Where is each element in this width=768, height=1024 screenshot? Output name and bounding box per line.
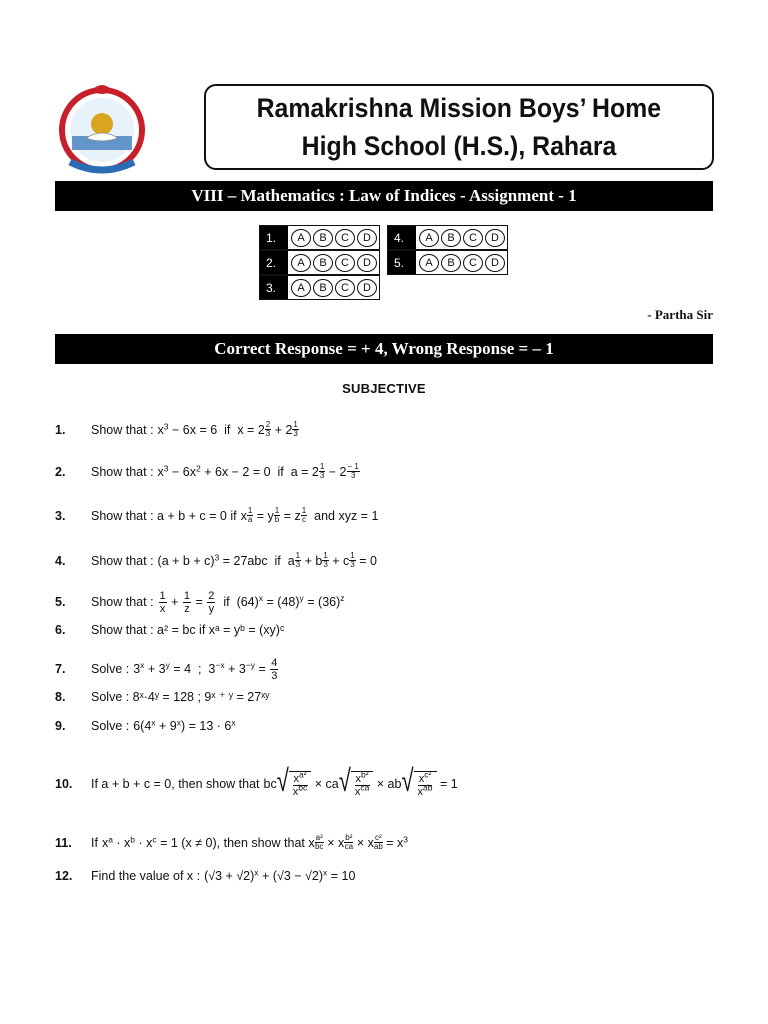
marking-scheme: Correct Response = + 4, Wrong Response = – 1 — [214, 339, 554, 358]
question-math: $3^x + 3^y = 4$ ; $3^{-x} + 3^{-y}$ = $\frac{4}{3}$ — [133, 657, 278, 683]
question-text: Show that : — [91, 423, 154, 438]
option-c-bubble[interactable]: C — [335, 254, 355, 272]
question-math: $(a + b + c)^3 = 27abc$ if a $\frac{1}{3}$ + b $\frac{1}{3}$ + c $\frac{1}{3}$ = 0 — [157, 551, 377, 569]
school-name-box — [204, 84, 714, 170]
question-math: bc √ $\frac{x^{a^2}}{x^{bc}}$ × ca √ $\frac{x^{b^2}}{x^{ca}}$ × ab √ $\frac{x^{c^2}}{x^{ab}}$ = 1 — [263, 762, 458, 799]
question-2 — [55, 463, 360, 480]
question-number: 2. — [55, 465, 66, 480]
question-number: 3. — [55, 509, 66, 524]
question-text: Solve : 8ˣ·4ʸ = 128 ; 9ˣ ⁺ ʸ = 27ˣʸ — [91, 690, 270, 704]
option-c-bubble[interactable]: C — [463, 229, 483, 247]
answer-row-2 — [259, 250, 380, 275]
answer-number: 3. — [260, 276, 288, 299]
option-b-bubble[interactable]: B — [441, 254, 461, 272]
option-d-bubble[interactable]: D — [357, 229, 377, 247]
school-logo — [52, 78, 152, 178]
question-math: $6(4^x + 9^x) = 13 \cdot 6^x$ — [133, 717, 236, 733]
question-text: Show that : a + b + c = 0 if — [91, 509, 237, 524]
assignment-title-bar — [55, 181, 713, 211]
option-b-bubble[interactable]: B — [313, 229, 333, 247]
question-number: 7. — [55, 661, 66, 676]
question-number: 8. — [55, 690, 66, 704]
question-number: 10. — [55, 776, 73, 791]
question-3 — [55, 507, 378, 524]
question-text: Solve : — [91, 661, 130, 676]
question-math: $(√3 + √2)^x + (√3 - √2)^x = 10$ — [204, 867, 356, 883]
option-a-bubble[interactable]: A — [291, 254, 311, 272]
question-text: Show that : — [91, 594, 154, 609]
option-b-bubble[interactable]: B — [313, 279, 333, 297]
option-d-bubble[interactable]: D — [357, 254, 377, 272]
answer-number: 4. — [388, 226, 416, 249]
option-d-bubble[interactable]: D — [485, 229, 505, 247]
question-number: 9. — [55, 719, 66, 733]
school-name-line-2: High School (H.S.), Rahara — [301, 131, 617, 161]
question-text: If a + b + c = 0, then show that — [91, 776, 260, 791]
question-5 — [55, 590, 345, 615]
option-a-bubble[interactable]: A — [419, 254, 439, 272]
question-math: $\frac{1}{x}$ + $\frac{1}{z}$ = $\frac{2}{y}$ if $(64)^x = (48)^y = (36)^z$ — [159, 590, 345, 616]
question-text: Show that : a² = bc if xᵃ = yᵇ = (xy)ᶜ — [91, 623, 285, 637]
question-7 — [55, 657, 279, 682]
author-credit: - Partha Sir — [647, 307, 713, 322]
answer-row-1 — [259, 225, 380, 250]
section-heading: SUBJECTIVE — [342, 381, 426, 396]
answer-row-4 — [387, 225, 508, 250]
question-number: 12. — [55, 869, 73, 883]
question-number: 5. — [55, 594, 66, 609]
question-text: Solve : — [91, 719, 130, 733]
answer-number: 5. — [388, 251, 416, 274]
question-text: Find the value of x : — [91, 869, 201, 883]
option-a-bubble[interactable]: A — [419, 229, 439, 247]
question-number: 11. — [55, 836, 72, 851]
question-math: x $\frac{1}{a}$ = y $\frac{1}{b}$ = z $\frac{1}{c}$ and xyz = 1 — [240, 506, 379, 524]
question-4 — [55, 552, 377, 569]
question-9 — [55, 719, 236, 733]
question-math: $x^3 - 6x = 6$ if x = 2 $\frac{2}{3}$ + 2 $\frac{1}{3}$ — [157, 420, 298, 438]
question-math: $x^a \cdot x^b \cdot x^c = 1$ (x ≠ 0), then show that x $\frac{\text{a²}}{bc}$ × x $\frac{\text{b²}}{ca}$ × x $\frac{\text{c²}}{ab}$ = $x^3$ — [101, 833, 409, 851]
question-math: $x^3 - 6x^2 + 6x - 2 = 0$ if a = 2 $\frac{1}{3}$ − 2 $\frac{- 1}{3}$ — [157, 462, 359, 480]
option-d-bubble[interactable]: D — [485, 254, 505, 272]
marking-scheme-bar — [55, 334, 713, 364]
question-text: Show that : — [91, 465, 154, 480]
question-10 — [55, 762, 458, 799]
question-8 — [55, 689, 269, 704]
question-number: 6. — [55, 623, 66, 637]
assignment-title: VIII – Mathematics : Law of Indices - Assignment - 1 — [191, 186, 577, 205]
answer-row-5 — [387, 250, 508, 275]
question-11 — [55, 834, 408, 851]
option-a-bubble[interactable]: A — [291, 279, 311, 297]
question-12 — [55, 869, 355, 883]
question-1 — [55, 421, 299, 438]
option-c-bubble[interactable]: C — [335, 279, 355, 297]
question-text: If — [91, 836, 98, 851]
question-number: 4. — [55, 554, 66, 569]
option-b-bubble[interactable]: B — [313, 254, 333, 272]
school-name-line-1: Ramakrishna Mission Boys’ Home — [256, 93, 662, 123]
question-text: Show that : — [91, 554, 154, 569]
option-c-bubble[interactable]: C — [463, 254, 483, 272]
option-b-bubble[interactable]: B — [441, 229, 461, 247]
answer-number: 2. — [260, 251, 288, 274]
question-number: 1. — [55, 423, 66, 438]
option-c-bubble[interactable]: C — [335, 229, 355, 247]
option-d-bubble[interactable]: D — [357, 279, 377, 297]
option-a-bubble[interactable]: A — [291, 229, 311, 247]
question-6 — [55, 623, 284, 637]
answer-row-3 — [259, 275, 380, 300]
answer-number: 1. — [260, 226, 288, 249]
